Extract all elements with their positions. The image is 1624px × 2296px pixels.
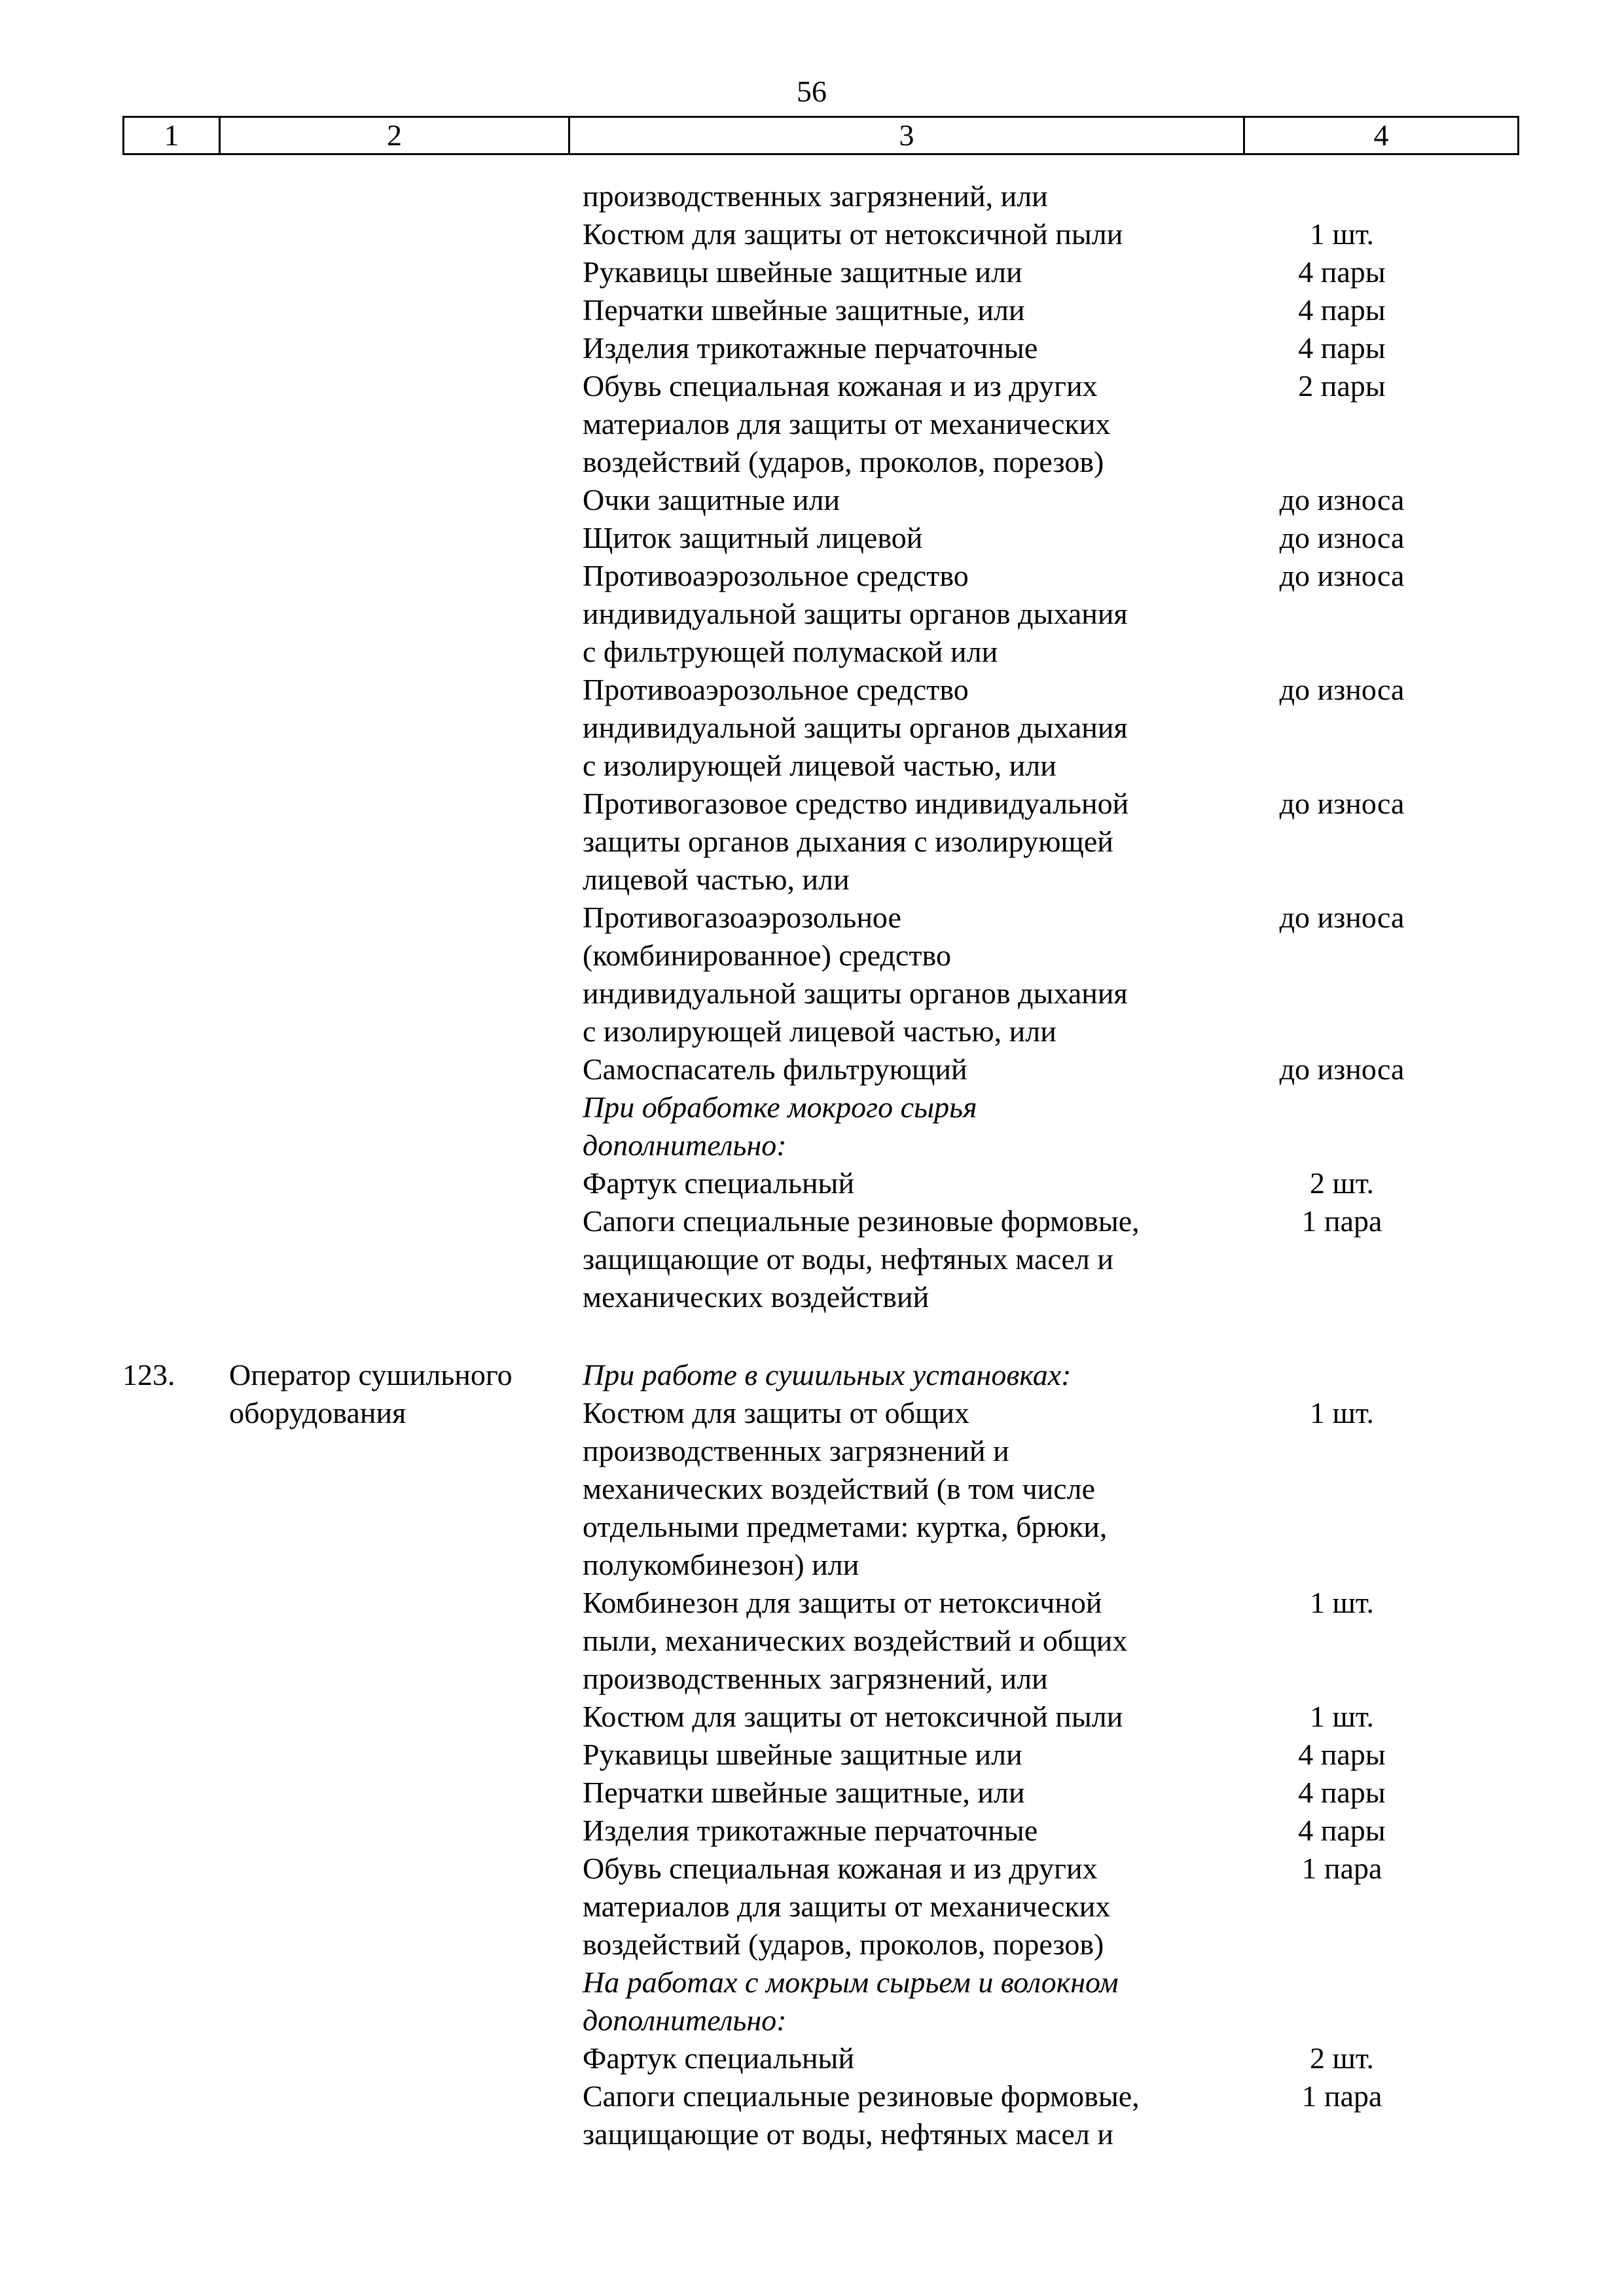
item-line: Изделия трикотажные перчаточные	[583, 331, 1038, 365]
item-line: производственных загрязнений, или	[583, 179, 1048, 213]
occupation-name-line2: оборудования	[229, 1396, 406, 1429]
item-line: с изолирующей лицевой частью, или	[583, 1014, 1056, 1048]
item-line: материалов для защиты от механических	[583, 1890, 1111, 1923]
quantity-value: 4 пары	[1298, 1776, 1386, 1809]
section-note: При обработке мокрого сырья	[583, 1090, 977, 1124]
quantity-value: 1 пара	[1301, 1204, 1382, 1238]
header-col-4: 4	[1373, 118, 1389, 152]
item-line: Сапоги специальные резиновые формовые,	[583, 2079, 1140, 2113]
item-line: лицевой частью, или	[583, 863, 850, 896]
item-line: Изделия трикотажные перчаточные	[583, 1814, 1038, 1847]
page-number: 56	[797, 75, 827, 108]
section-note: При работе в сушильных установках:	[583, 1358, 1072, 1391]
item-line: Фартук специальный	[583, 2041, 855, 2075]
item-line: индивидуальной защиты органов дыхания	[583, 711, 1128, 744]
item-line: воздействий (ударов, проколов, порезов)	[583, 1928, 1104, 1961]
item-line: Сапоги специальные резиновые формовые,	[583, 1204, 1140, 1238]
item-line: Костюм для защиты от нетоксичной пыли	[583, 217, 1123, 251]
item-line: Перчатки швейные защитные, или	[583, 293, 1025, 327]
quantity-value: 2 пары	[1298, 369, 1386, 403]
quantity-value: до износа	[1279, 1052, 1405, 1086]
item-line: производственных загрязнений и	[583, 1434, 1009, 1467]
item-line: Противоаэрозольное средство	[583, 673, 969, 706]
quantity-value: 2 шт.	[1309, 2041, 1375, 2075]
quantity-value: 4 пары	[1298, 255, 1386, 289]
header-col-3: 3	[570, 118, 1245, 153]
item-line: Костюм для защиты от общих	[583, 1396, 970, 1429]
entry-number: 123.	[122, 1358, 175, 1391]
header-col-2: 2	[221, 118, 570, 153]
quantity-value: 1 шт.	[1309, 217, 1375, 251]
item-line: Фартук специальный	[583, 1166, 855, 1200]
item-line: Противогазовое средство индивидуальной	[583, 787, 1129, 820]
item-line: Обувь специальная кожаная и из других	[583, 369, 1098, 403]
item-line: Рукавицы швейные защитные или	[583, 1738, 1022, 1771]
item-line: механических воздействий (в том числе	[583, 1472, 1096, 1505]
quantity-value: до износа	[1279, 521, 1405, 554]
table-header	[122, 116, 1519, 155]
item-line: индивидуальной защиты органов дыхания	[583, 597, 1128, 630]
item-line: Самоспасатель фильтрующий	[583, 1052, 967, 1086]
quantity-value: до износа	[1279, 673, 1405, 706]
quantity-value: до износа	[1279, 483, 1405, 516]
quantity-value: 4 пары	[1298, 1738, 1386, 1771]
occupation-name-line1: Оператор сушильного	[229, 1358, 513, 1391]
item-line: Противоаэрозольное средство	[583, 559, 969, 592]
item-line: Перчатки швейные защитные, или	[583, 1776, 1025, 1809]
item-line: отдельными предметами: куртка, брюки,	[583, 1510, 1108, 1543]
quantity-value: 1 шт.	[1309, 1396, 1375, 1429]
item-line: Противогазоаэрозольное	[583, 901, 901, 934]
item-line: материалов для защиты от механических	[583, 407, 1111, 440]
item-line: с фильтрующей полумаской или	[583, 635, 998, 668]
section-note: На работах с мокрым сырьем и волокном	[583, 1965, 1119, 1999]
quantity-value: 1 пара	[1301, 2079, 1382, 2113]
header-col-1: 1	[124, 118, 221, 153]
item-line: Рукавицы швейные защитные или	[583, 255, 1022, 289]
item-line: индивидуальной защиты органов дыхания	[583, 977, 1128, 1010]
item-line: Комбинезон для защиты от нетоксичной	[583, 1586, 1102, 1619]
item-line: Очки защитные или	[583, 483, 840, 516]
section-note: дополнительно:	[583, 2003, 787, 2037]
item-line: (комбинированное) средство	[583, 939, 951, 972]
item-line: механических воздействий	[583, 1280, 929, 1314]
item-line: Щиток защитный лицевой	[583, 521, 923, 554]
item-line: Костюм для защиты от нетоксичной пыли	[583, 1700, 1123, 1733]
quantity-value: до износа	[1279, 901, 1405, 934]
quantity-value: 4 пары	[1298, 1814, 1386, 1847]
item-line: защищающие от воды, нефтяных масел и	[583, 1242, 1113, 1276]
quantity-value: 1 пара	[1301, 1852, 1382, 1885]
item-line: производственных загрязнений, или	[583, 1662, 1048, 1695]
item-line: защищающие от воды, нефтяных масел и	[583, 2117, 1113, 2151]
item-line: защиты органов дыхания с изолирующей	[583, 825, 1113, 858]
quantity-value: 4 пары	[1298, 331, 1386, 365]
item-line: Обувь специальная кожаная и из других	[583, 1852, 1098, 1885]
quantity-value: 1 шт.	[1309, 1700, 1375, 1733]
quantity-value: 4 пары	[1298, 293, 1386, 327]
quantity-value: до износа	[1279, 559, 1405, 592]
quantity-value: 2 шт.	[1309, 1166, 1375, 1200]
item-line: полукомбинезон) или	[583, 1548, 859, 1581]
section-note: дополнительно:	[583, 1128, 787, 1162]
item-line: воздействий (ударов, проколов, порезов)	[583, 445, 1104, 478]
item-line: с изолирующей лицевой частью, или	[583, 749, 1056, 782]
item-line: пыли, механических воздействий и общих	[583, 1624, 1128, 1657]
quantity-value: 1 шт.	[1309, 1586, 1375, 1619]
quantity-value: до износа	[1279, 787, 1405, 820]
